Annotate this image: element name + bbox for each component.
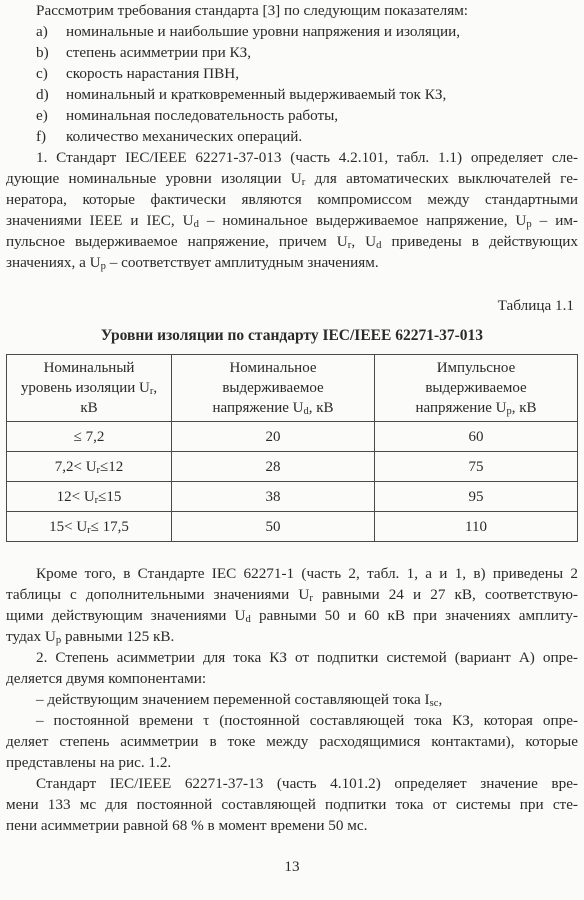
text-line: представлены на рис. 1.2. (6, 754, 172, 771)
table-cell: 28 (172, 452, 375, 482)
list-marker: e) (36, 107, 48, 124)
list-marker: a) (36, 23, 48, 40)
list-text: номинальный и кратковременный выдерживаемый ток КЗ, (66, 86, 447, 103)
text-line: значениях, а $U_p$ – соответствует амплитудным значениям. (6, 254, 379, 273)
table-cell: $7,2< U_r\le 12$ (7, 452, 172, 482)
text-line: щими действующим значениями $U_d$ равными 50 и 60 кВ при значениях амплиту- (6, 607, 578, 626)
text-line: таблицы с дополнительными значениями $U_r$ равными 24 и 27 кВ, соответствую- (6, 586, 578, 605)
list-item (6, 84, 578, 105)
list-item (6, 126, 578, 147)
table-row (7, 422, 578, 452)
table-row (7, 452, 578, 482)
paragraph-time-constant (6, 773, 578, 836)
text-line: пени асимметрии равной 68 % в момент времени 50 мс. (6, 817, 368, 834)
page-number: 13 (284, 858, 300, 875)
text-line: дующие номинальные уровни изоляции $U_r$ для автоматических выключателей ге- (6, 170, 578, 189)
text-line: – действующим значением переменной составляющей тока $I_{sc}$, (36, 691, 443, 710)
text-line: тудах $U_p$ равными 125 кВ. (6, 628, 175, 647)
list-marker: b) (36, 44, 49, 61)
text-line: 2. Степень асимметрии для тока КЗ от подпитки системой (вариант А) опре- (36, 649, 578, 666)
list-text: номинальная последовательность работы, (66, 107, 339, 124)
table-cell: 38 (172, 482, 375, 512)
list-item (6, 105, 578, 126)
table-title: Уровни изоляции по стандарту IEC/IEEE 62271-37-013 (100, 327, 484, 344)
list-marker: d) (36, 86, 49, 103)
text-line: Стандарт IEC/IEEE 62271-37-13 (часть 4.101.2) определяет значение вре- (36, 775, 578, 792)
table-cell: $12< U_r\le 15$ (7, 482, 172, 512)
text-line: деляет степень асимметрии в токе между расходящимися контактами), которые (6, 733, 578, 750)
table-number: Таблица 1.1 (497, 297, 574, 314)
text-line: Кроме того, в Стандарте IEC 62271-1 (часть 2, табл. 1, а и 1, в) приведены 2 (36, 565, 578, 582)
text-line: значениями IEEE и IEC, $U_d$ – номинальное выдерживаемое напряжение, $U_p - им-$ (6, 212, 578, 231)
table-cell: 110 (375, 512, 578, 542)
document-page (6, 0, 578, 836)
list-marker: c) (36, 65, 48, 82)
paragraph-asymmetry (6, 647, 578, 773)
text-line: пульсное выдерживаемое напряжение, причем $U_r$, $U_d$ приведены в действующих (6, 233, 578, 252)
table-cell: $15< U_r\le 17,5$ (7, 512, 172, 542)
list-item (6, 42, 578, 63)
list-text: номинальные и наибольшие уровни напряжения и изоляции, (66, 23, 461, 40)
insulation-levels-table (6, 354, 578, 542)
table-cell: ≤ 7,2 (7, 422, 172, 452)
list-text: степень асимметрии при КЗ, (66, 44, 252, 61)
intro-line: Рассмотрим требования стандарта [3] по следующим показателям: (36, 2, 469, 19)
list-text: количество механических операций. (66, 128, 303, 145)
table-header-row (7, 355, 578, 422)
table-cell: 20 (172, 422, 375, 452)
text-line: нератора, которые фактически являются компромиссом между стандартными (6, 191, 578, 208)
list-text: скорость нарастания ПВН, (66, 65, 240, 82)
paragraph-additional-values (6, 563, 578, 647)
table-cell: 75 (375, 452, 578, 482)
text-line: деляется двумя компонентами: (6, 670, 207, 687)
list-item (6, 21, 578, 42)
table-cell: 95 (375, 482, 578, 512)
criteria-list (6, 21, 578, 147)
table-cell: 60 (375, 422, 578, 452)
text-line: 1. Стандарт IEC/IEEE 62271-37-013 (часть 4.2.101, табл. 1.1) определяет сле- (36, 149, 578, 166)
table-row (7, 482, 578, 512)
table-row (7, 512, 578, 542)
column-header: Импульсное выдерживаемое напряжение $U_p$, кВ (375, 355, 578, 422)
list-marker: f) (36, 128, 47, 145)
text-line: – постоянной времени τ (постоянной составляющей тока КЗ, которая опре- (36, 712, 578, 729)
column-header: Номинальный уровень изоляции $U_r$, кВ (7, 355, 172, 422)
column-header: Номинальное выдерживаемое напряжение $U_d$, кВ (172, 355, 375, 422)
paragraph-standard-levels (6, 147, 578, 273)
table-cell: 50 (172, 512, 375, 542)
text-line: мени 133 мс для постоянной составляющей подпитки тока от системы при сте- (6, 796, 578, 813)
list-item (6, 63, 578, 84)
